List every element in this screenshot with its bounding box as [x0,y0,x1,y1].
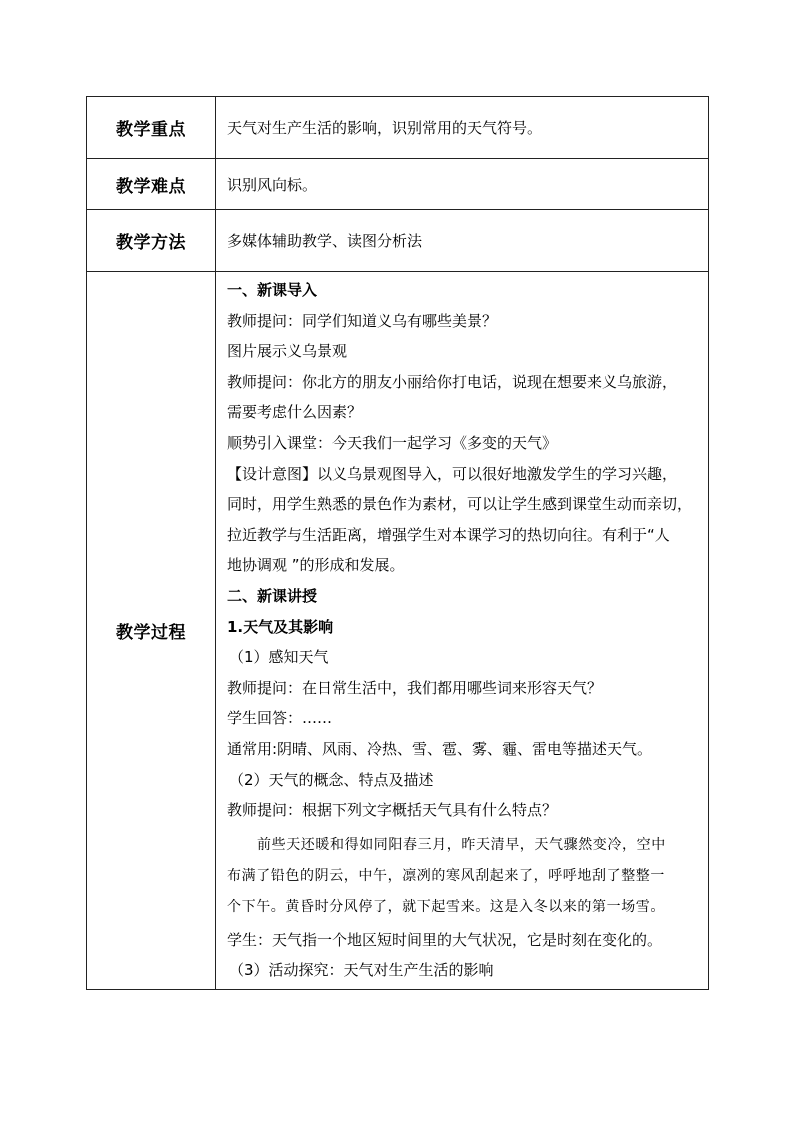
intro-line-1: 教师提问：同学们知道义乌有哪些美景？ [227,311,498,330]
label-teaching-process: 教学过程 [87,272,216,990]
intro-line-2: 图片展示义乌景观 [227,342,348,361]
point-perceive-weather: （1）感知天气 [229,648,329,667]
section-heading-intro: 一、新课导入 [227,281,318,300]
label-teaching-focus: 教学重点 [87,97,216,159]
content-teaching-difficulty: 识别风向标。 [216,159,709,210]
content-teaching-process [216,272,709,990]
lesson-plan-table [86,96,709,990]
teacher-question-1: 教师提问：在日常生活中，我们都用哪些词来形容天气？ [227,678,603,697]
weather-passage-line-a: 前些天还暖和得如同阳春三月，昨天清早，天气骤然变冷，空中 [257,836,666,853]
weather-passage-line-c: 个下午。黄昏时分风停了，就下起雪来。这是入冬以来的第一场雪。 [227,898,665,915]
student-answer-1: 学生回答：…… [227,709,333,728]
row-teaching-process [87,272,709,990]
row-teaching-focus [87,97,709,159]
subsection-weather-impact: 1.天气及其影响 [227,617,334,636]
weather-passage [227,826,700,925]
label-teaching-difficulty: 教学难点 [87,159,216,210]
row-teaching-method [87,210,709,272]
content-teaching-method: 多媒体辅助教学、读图分析法 [216,210,709,272]
common-weather-terms: 通常用:阴晴、风雨、冷热、雪、雹、雾、霾、雷电等描述天气。 [227,739,653,758]
content-teaching-focus: 天气对生产生活的影响，识别常用的天气符号。 [216,97,709,159]
section-heading-new-lesson: 二、新课讲授 [227,587,318,605]
intro-line-3a: 教师提问：你北方的朋友小丽给你打电话，说现在想要来义乌旅游， [227,372,678,391]
point-weather-concept: （2）天气的概念、特点及描述 [229,770,434,789]
label-teaching-method: 教学方法 [87,210,216,272]
row-teaching-difficulty [87,159,709,210]
intro-line-4: 顺势引入课堂：今天我们一起学习《多变的天气》 [227,434,558,453]
design-intent-line-b: 同时，用学生熟悉的景色作为素材，可以让学生感到课堂生动而亲切， [227,495,693,514]
design-intent-line-c: 拉近教学与生活距离，增强学生对本课学习的热切向往。有利于“人 [227,525,670,544]
design-intent-line-a: 【设计意图】以义乌景观图导入，可以很好地激发学生的学习兴趣， [227,464,678,483]
intro-line-3b: 需要考虑什么因素？ [227,403,363,422]
teacher-question-2: 教师提问：根据下列文字概括天气具有什么特点？ [227,801,558,820]
point-activity-inquiry: （3）活动探究：天气对生产生活的影响 [229,961,494,980]
design-intent-line-d: 地协调观 ”的形成和发展。 [227,556,405,575]
weather-passage-line-b: 布满了铅色的阴云，中午，凛冽的寒风刮起来了，呼呼地刮了整整一 [227,867,665,884]
student-answer-2: 学生：天气指一个地区短时间里的大气状况，它是时刻在变化的。 [227,930,663,949]
